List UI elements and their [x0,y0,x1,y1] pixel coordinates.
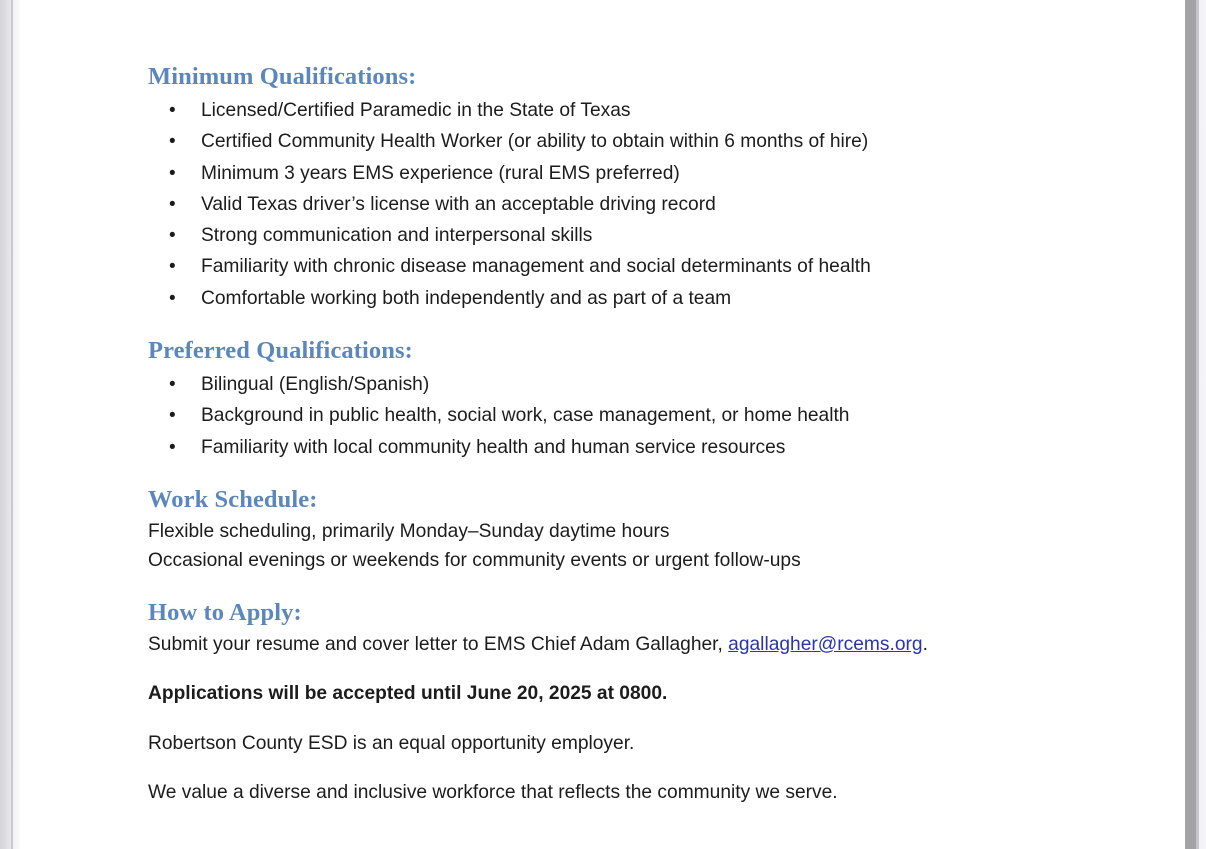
apply-instructions-suffix: . [922,633,928,655]
bullet-icon: • [169,287,176,309]
list-item-label: Bilingual (English/Spanish) [201,374,430,396]
list-item [148,126,1088,157]
bullet-icon: • [169,436,176,458]
bullet-icon: • [169,193,176,215]
bullet-icon: • [169,374,176,396]
list-item-label: Minimum 3 years EMS experience (rural EMS preferred) [201,162,680,184]
list-item-label: Certified Community Health Worker (or ability to obtain within 6 months of hire) [201,131,869,153]
list-item [148,400,1088,431]
heading-work-schedule: Work Schedule: [148,485,318,513]
bullet-icon: • [169,100,176,121]
email-link[interactable]: agallagher@rcems.org [728,633,923,655]
diversity-statement: We value a diverse and inclusive workforce that reflects the community we serve. [148,782,838,804]
list-item [148,158,1088,189]
list-item [148,189,1088,220]
list-item [148,220,1088,251]
document-content [148,0,1088,808]
list-item [148,251,1088,282]
list-item-label: Familiarity with chronic disease management and social determinants of health [201,256,871,278]
bullet-icon: • [169,225,176,247]
list-item-label: Familiarity with local community health and human service resources [201,436,786,458]
list-item-label: Strong communication and interpersonal skills [201,225,593,247]
heading-how-to-apply: How to Apply: [148,598,302,626]
list-item-label: Licensed/Certified Paramedic in the State of Texas [201,100,631,121]
viewer-left-gutter [0,0,11,849]
apply-instructions-prefix: Submit your resume and cover letter to EMS Chief Adam Gallagher, [148,633,729,655]
bullet-icon: • [169,162,176,184]
work-schedule-line-2: Occasional evenings or weekends for community events or urgent follow-ups [148,550,801,572]
list-item [148,432,1088,463]
list-item [148,369,1088,400]
vertical-scrollbar-thumb[interactable] [1185,0,1196,849]
bullet-icon: • [169,405,176,427]
list-item-label: Comfortable working both independently and as part of a team [201,287,732,309]
list-item-label: Valid Texas driver’s license with an acceptable driving record [201,193,716,215]
bullet-icon: • [169,256,176,278]
vertical-scrollbar-thumb-highlight[interactable] [1196,0,1199,849]
list-item [148,95,1088,126]
eeo-statement: Robertson County ESD is an equal opportunity employer. [148,732,635,754]
list-item [148,283,1088,314]
heading-preferred-qualifications: Preferred Qualifications: [148,337,413,365]
document-page [20,0,1185,849]
work-schedule-line-1: Flexible scheduling, primarily Monday–Sunday daytime hours [148,520,670,542]
list-preferred-qualifications [148,369,1088,463]
heading-minimum-qualifications: Minimum Qualifications: [148,63,417,90]
bullet-icon: • [169,131,176,153]
application-deadline: Applications will be accepted until June 20, 2025 at 0800. [148,683,668,705]
list-minimum-qualifications [148,95,1088,314]
apply-instructions [148,630,1088,660]
list-item-label: Background in public health, social work, case management, or home health [201,405,850,427]
